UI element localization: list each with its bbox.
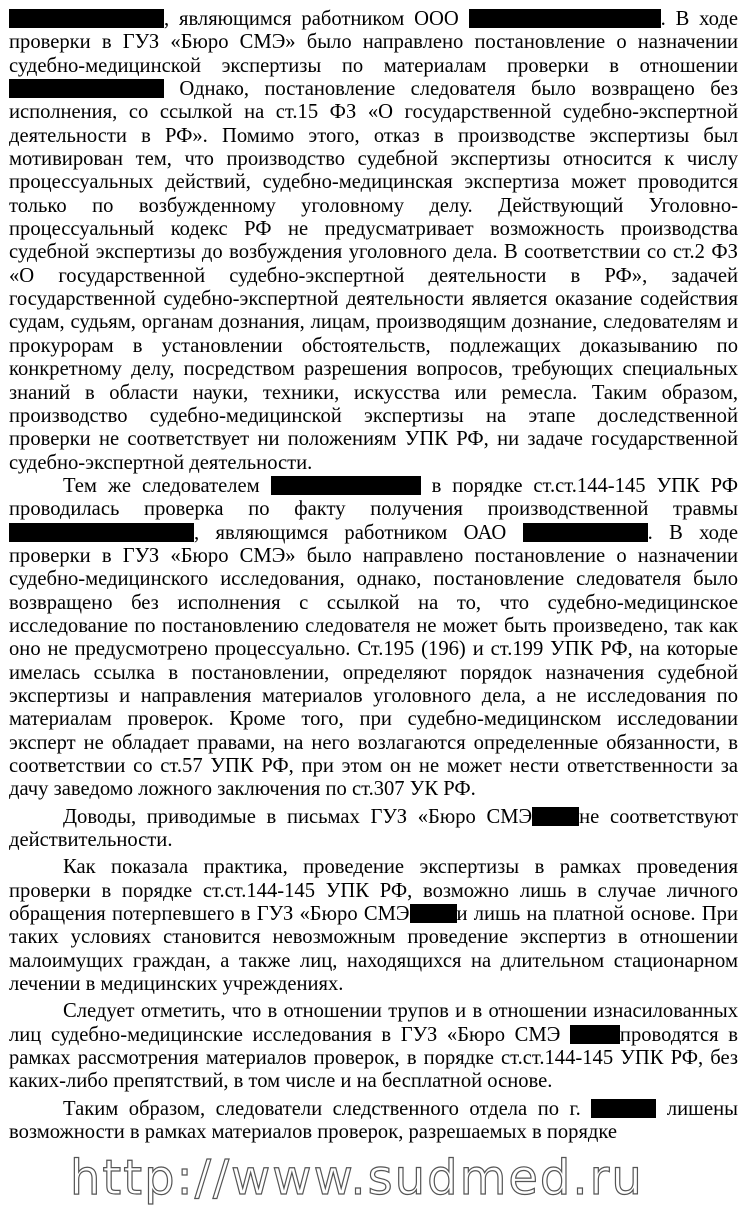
document-page xyxy=(9,8,738,1094)
text-segment: Таким образом, следователи следственного отдела по г. xyxy=(63,1098,592,1120)
paragraph-5 xyxy=(9,1000,738,1093)
text-segment: в порядке ст.ст.144-145 УПК РФ проводилась проверка по факту получения производственной травмы xyxy=(9,474,738,521)
text-segment: Как показала практика, проведение экспертизы в рамках проведения проверки в порядке ст.ст.144-145 УПК РФ, возможно лишь в случае личного обращения потерпевшего в ГУЗ «Бюро СМЭ xyxy=(9,856,738,926)
text-segment: Следует отметить, что в отношении трупов и в отношении изнасилованных лиц судебно-медицинские исследования в ГУЗ «Бюро СМЭ xyxy=(9,1000,738,1046)
text-segment: Тем же следователем xyxy=(63,474,271,497)
text-segment: и лишь на платной основе. При таких условиях становится невозможным проведение экспертиз в отношении малоимущих граждан, а также лиц, находящихся на длительном стационарном лечении в медицинских учреждениях. xyxy=(9,903,738,996)
paragraph-6 xyxy=(9,1098,738,1145)
redaction-block xyxy=(532,807,579,826)
text-segment: . В ходе проверки в ГУЗ «Бюро СМЭ» было направлено постановление о назначении судебно-медицинского исследования, однако, постановление следователя было возвращено без исполнения с ссылкой на то, что судебно-медицинское исследование по постановлению следователя не может быть произведено, так как оно не предусмотрено процессуально. Ст.195 (196) и ст.199 УПК РФ, на которые имелась ссылка в постановлении, определяют порядок назначения судебной экспертизы и направления материалов уголовного дела, а не исследования по материалам проверок. Кроме того, при судебно-медицинском исследовании эксперт не обладает правами, на него возлагаются определенные обязанности, в соответствии со ст.57 УПК РФ, при этом он не может нести ответственности за дачу заведомо ложного заключения по ст.307 УК РФ. xyxy=(9,521,738,801)
redaction-block xyxy=(410,904,457,923)
redaction-block xyxy=(570,1025,620,1044)
redaction-block xyxy=(523,523,648,542)
text-segment: лишены возможности в рамках материалов проверок, разрешаемых в порядке xyxy=(9,1098,738,1144)
redaction-block xyxy=(591,1099,656,1118)
paragraph-1 xyxy=(9,8,738,475)
text-segment: Доводы, приводимые в письмах ГУЗ «Бюро СМЭ xyxy=(63,805,533,828)
text-segment: Однако, постановление следователя было возвращено без исполнения, со ссылкой на ст.15 ФЗ «О государственной судебно-экспертной деятельности в РФ». Помимо этого, отказ в производстве экспертизы был мотивирован тем, что производство судебной экспертизы относится к числу процессуальных действий, судебно-медицинская экспертиза может проводится только по возбужденному уголовному делу. Действующий Уголовно-процессуальный кодекс РФ не предусматривает возможность производства судебной экспертизы до возбуждения уголовного дела. В соответствии со ст.2 ФЗ «О государственной судебно-экспертной деятельности в РФ», задачей государственной судебно-экспертной деятельности является оказание содействия судам, судьям, органам дознания, лицам, производящим дознание, следователям и прокурорам в установлении обстоятельств, подлежащих доказыванию по конкретному делу, посредством разрешения вопросов, требующих специальных знаний в области науки, техники, искусства или ремесла. Таким образом, производство судебно-медицинской экспертизы на этапе доследственной проверки не соответствует ни положениям УПК РФ, ни задаче государственной судебно-экспертной деятельности. xyxy=(9,78,738,474)
redaction-block xyxy=(9,79,164,98)
paragraph-3 xyxy=(9,806,738,853)
text-segment: , являющимся работником ОАО xyxy=(194,521,523,544)
redaction-block xyxy=(469,9,661,28)
watermark: http://www.sudmed.ru xyxy=(70,1150,644,1206)
paragraph-2 xyxy=(9,475,738,802)
redaction-block xyxy=(9,9,164,28)
text-segment: . В ходе проверки в ГУЗ «Бюро СМЭ» было направлено постановление о назначении судебно-медицинской экспертизы по материалам проверки в отношении xyxy=(9,8,738,77)
text-segment: проводятся в рамках рассмотрения материалов проверок, в порядке ст.ст.144-145 УПК РФ, без каких-либо препятствий, в том числе и на бесплатной основе. xyxy=(9,1023,738,1093)
text-segment: не соответствуют действительности. xyxy=(9,805,738,852)
paragraph-4 xyxy=(9,856,738,996)
text-segment: , являющимся работником ООО xyxy=(164,8,469,30)
redaction-block xyxy=(9,523,194,542)
redaction-block xyxy=(271,476,421,495)
